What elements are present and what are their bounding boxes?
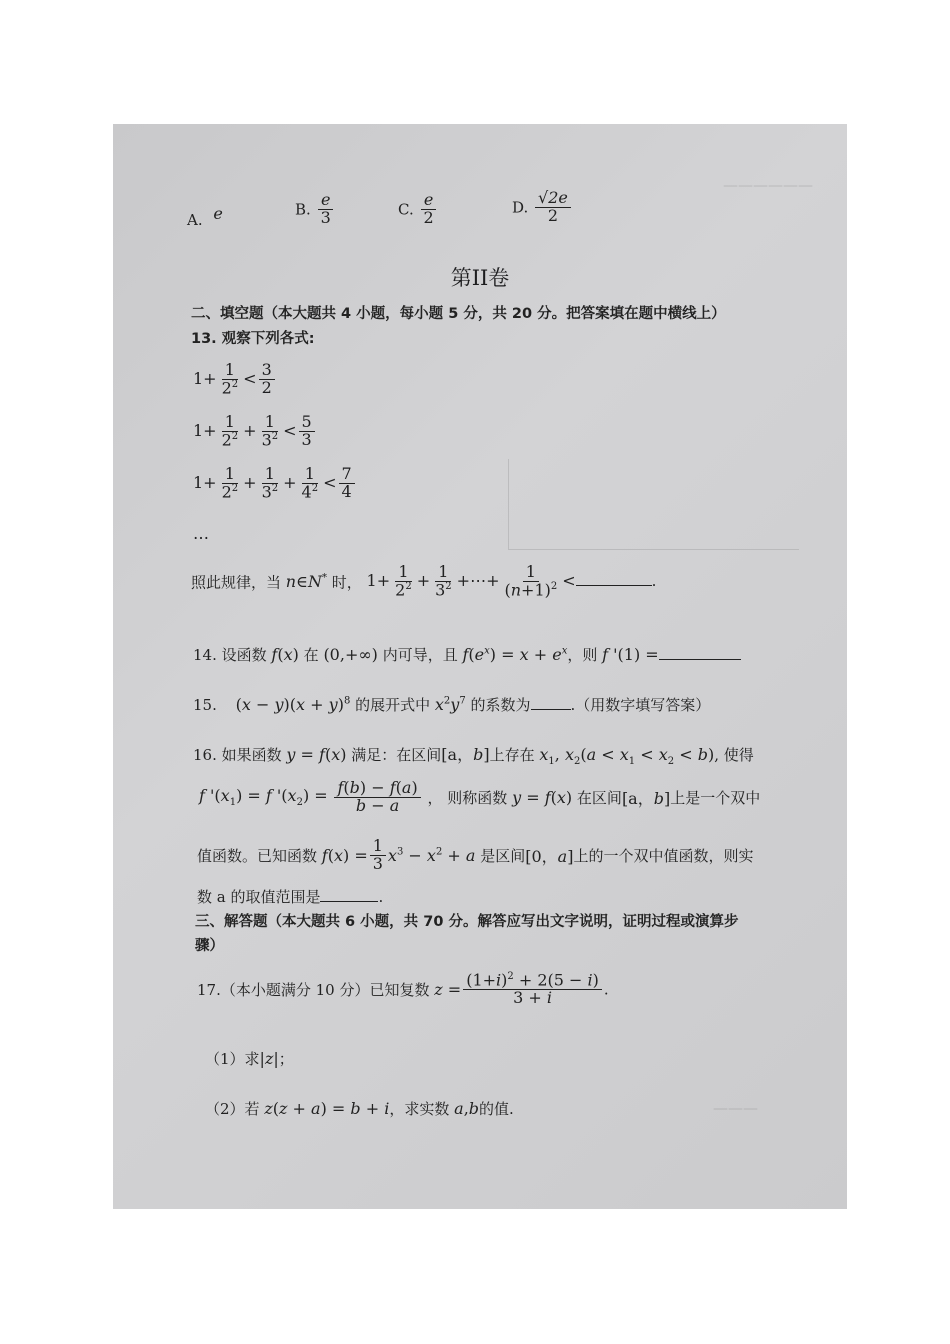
option-a: A. e xyxy=(187,204,223,229)
bleed-through-text-lower: ——— xyxy=(713,1099,758,1117)
q17: 17.（本小题满分 10 分）已知复数 z = $\frac{(1+i)^2 + 2(5 - i)}{3 + i}$ . xyxy=(197,970,609,1008)
option-d: D. $\frac{√2e}{2}$ xyxy=(512,190,573,225)
option-c: C. $\frac{e}{2}$ xyxy=(398,192,439,227)
bleed-through-graph xyxy=(508,459,799,550)
bleed-through-text: —————— xyxy=(723,176,813,194)
q13-answer-blank[interactable] xyxy=(576,585,652,586)
q15: 15. $(x - y)(x + y)^8$ 的展开式中 $x^2y^7$ 的系数为 .（用数字填写答案） xyxy=(193,695,711,714)
answer-header-line-1: 三、解答题（本大题共 6 小题，共 70 分。解答应写出文字说明，证明过程或演算步 xyxy=(195,914,739,930)
q13-formula-2: 1+ $\frac{1}{2^2}$ + $\frac{1}{3^2}$ < $\frac{5}{3}$ xyxy=(193,414,317,449)
fill-in-header: 二、填空题（本大题共 4 小题，每小题 5 分，共 20 分。把答案填在题中横线上） xyxy=(191,306,726,322)
q16-line-2: f '$(x_1) = f$ '$(x_2)$ = $\frac{f(b) - f(a)}{b - a}$ ， 则称函数 y = f(x) 在区间[a，b]上是一个双中 xyxy=(199,778,761,815)
option-b: B. $\frac{e}{3}$ xyxy=(295,192,336,227)
q14: 14. 设函数 f(x) 在 (0,+∞) 内可导，且 $f(e^x) = x + e^x$，则 f '(1) = xyxy=(193,644,741,665)
q13-label: 13. 观察下列各式: xyxy=(191,331,315,347)
q16-line-1: 16. 如果函数 y = f(x) 满足：在区间[a，b]上存在 $x_1$, $x_2(a < x_1 < x_2 < b)$, 使得 xyxy=(193,745,754,768)
section-title: 第II卷 xyxy=(450,266,510,290)
q17-part-1: （1）求|z|； xyxy=(205,1049,294,1068)
q13-formula-1: 1+ $\frac{1}{2^2}$ < $\frac{3}{2}$ xyxy=(193,362,277,397)
exam-sheet xyxy=(113,124,847,1209)
q16-line-4: 数 a 的取值范围是 . xyxy=(197,888,384,906)
q13-formula-3: 1+ $\frac{1}{2^2}$ + $\frac{1}{3^2}$ + $\frac{1}{4^2}$ < $\frac{7}{4}$ xyxy=(193,466,357,501)
q16-answer-blank[interactable] xyxy=(320,901,378,902)
answer-header-line-2: 骤） xyxy=(195,938,224,954)
q13-ellipsis: … xyxy=(193,524,209,543)
q13-rule: 照此规律，当 n∈N* 时， 1+ $\frac{1}{2^2}$ + $\frac{1}{3^2}$ +⋯+ $\frac{1}{(n+1)^2}$ < . xyxy=(191,562,657,600)
q16-line-3: 值函数。已知函数 f(x) = $\frac{1}{3}$ $x^3 - x^2 + a$ 是区间[0，a]上的一个双中值函数，则实 xyxy=(197,836,754,873)
q15-answer-blank[interactable] xyxy=(531,709,571,710)
q14-answer-blank[interactable] xyxy=(659,659,741,660)
q17-part-2: （2）若 z(z + a) = b + i，求实数 a,b的值. xyxy=(205,1099,514,1118)
